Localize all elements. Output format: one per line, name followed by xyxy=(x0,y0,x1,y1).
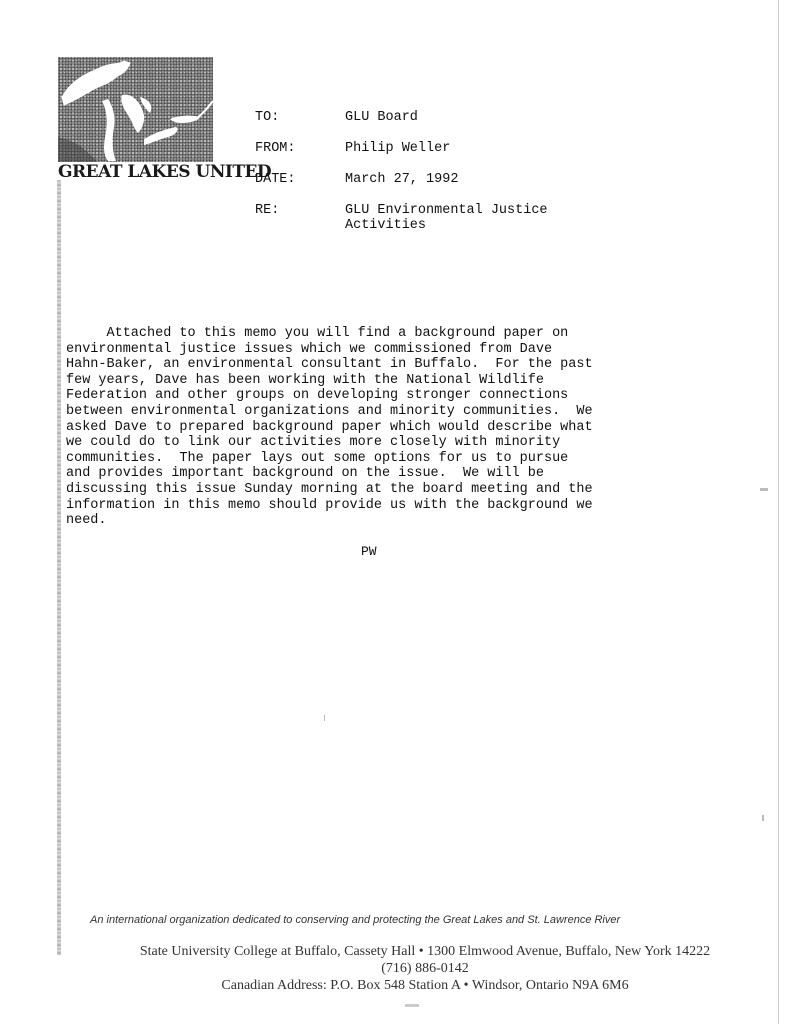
memo-body-line: few years, Dave has been working with the National Wildlife xyxy=(66,372,544,388)
footer-address-us: State University College at Buffalo, Cassety Hall • 1300 Elmwood Avenue, Buffalo, New York 14222 xyxy=(139,944,711,959)
re-value-line2: Activities xyxy=(345,218,427,233)
memo-body-line: discussing this issue Sunday morning at the board meeting and the xyxy=(66,481,593,497)
memo-body-line: Hahn-Baker, an environmental consultant in Buffalo. For the past xyxy=(66,357,593,373)
footer-phone: (716) 886-0142 xyxy=(381,961,469,976)
date-value: March 27, 1992 xyxy=(345,172,459,187)
date-label: DATE: xyxy=(255,172,296,187)
memo-body-line: Federation and other groups on developing stronger connections xyxy=(66,388,569,404)
footer-tagline: An international organization dedicated to conserving and protecting the Great Lakes and St. Lawrence River xyxy=(90,914,621,926)
memo-body-line: between environmental organizations and minority communities. We xyxy=(66,403,593,419)
scan-speck xyxy=(762,815,764,821)
footer-address-canada: Canadian Address: P.O. Box 548 Station A • Windsor, Ontario N9A 6M6 xyxy=(221,978,629,993)
scan-edge-left xyxy=(57,180,61,955)
memo-body-line: information in this memo should provide us with the background we xyxy=(66,497,593,513)
memo-body-line: asked Dave to prepared background paper which would describe what xyxy=(66,419,593,435)
to-value: GLU Board xyxy=(345,110,418,125)
re-value-line1: GLU Environmental Justice xyxy=(345,203,548,218)
memo-body-line: and provides important background on the issue. We will be xyxy=(66,466,544,482)
to-label: TO: xyxy=(255,110,280,125)
from-label: FROM: xyxy=(255,141,296,156)
memo-body-line: we could do to link our activities more closely with minority xyxy=(66,435,561,451)
scan-mark xyxy=(405,1004,419,1007)
re-label: RE: xyxy=(255,203,280,218)
memo-body-line: need. xyxy=(66,513,107,529)
great-lakes-logo xyxy=(58,57,213,162)
memo-body xyxy=(66,326,766,529)
signature-initials: PW xyxy=(361,544,377,559)
scan-speck xyxy=(760,488,768,491)
memo-body-line: communities. The paper lays out some options for us to pursue xyxy=(66,450,569,466)
logo-wordmark: GREAT LAKES UNITED xyxy=(58,162,272,182)
great-lakes-map-icon xyxy=(58,57,213,162)
from-value: Philip Weller xyxy=(345,141,451,156)
scan-edge-right xyxy=(778,0,779,1024)
memo-body-line: environmental justice issues which we commissioned from Dave xyxy=(66,341,553,357)
memo-body-line: Attached to this memo you will find a background paper on xyxy=(66,326,569,341)
scan-speck xyxy=(324,715,325,721)
